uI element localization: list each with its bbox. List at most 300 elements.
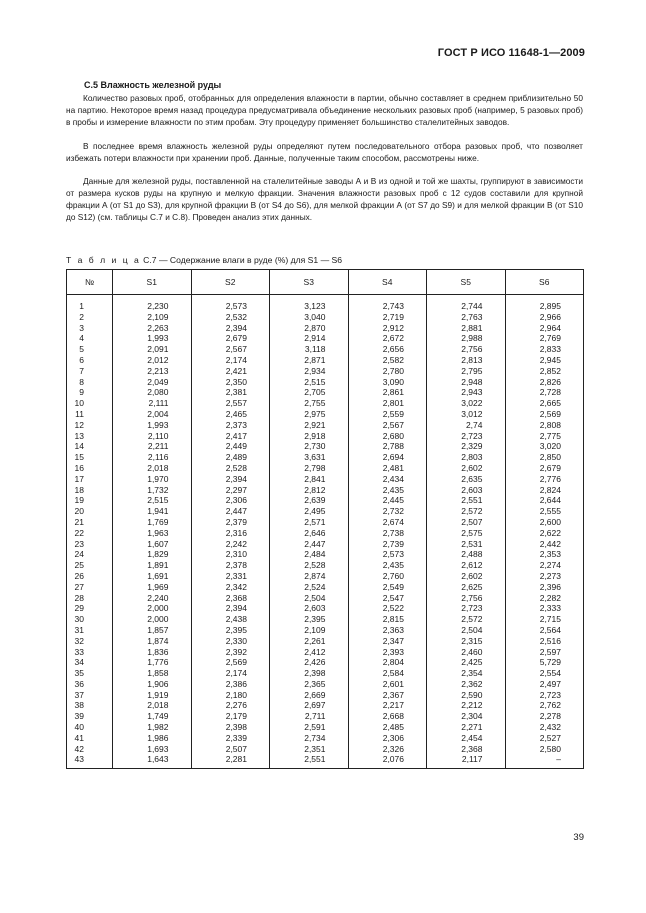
table-caption-text: С.7 — Содержание влаги в руде (%) для S1 — S6 — [140, 255, 343, 265]
value-cell: 2,261 — [270, 636, 349, 647]
row-number-cell: 39 — [67, 711, 113, 722]
row-number-cell: 3 — [67, 323, 113, 334]
value-cell: 2,567 — [348, 420, 427, 431]
value-cell: 2,217 — [348, 700, 427, 711]
value-cell: 2,489 — [191, 452, 270, 463]
value-cell: 2,622 — [505, 528, 584, 539]
value-cell: 2,316 — [191, 528, 270, 539]
value-cell: 1,891 — [113, 560, 192, 571]
value-cell: 2,591 — [270, 722, 349, 733]
header-cell-s5: S5 — [427, 270, 506, 295]
value-cell: 2,392 — [191, 647, 270, 658]
page-number: 39 — [573, 832, 584, 843]
value-cell: 2,347 — [348, 636, 427, 647]
value-cell: 2,572 — [427, 506, 506, 517]
table-row — [67, 528, 584, 539]
value-cell: 2,421 — [191, 366, 270, 377]
row-number-cell: 31 — [67, 625, 113, 636]
value-cell: 2,310 — [191, 549, 270, 560]
value-cell: 3,040 — [270, 312, 349, 323]
value-cell: 2,739 — [348, 539, 427, 550]
table-row — [67, 431, 584, 442]
value-cell: 2,465 — [191, 409, 270, 420]
table-row — [67, 711, 584, 722]
value-cell: 1,970 — [113, 474, 192, 485]
value-cell: 1,749 — [113, 711, 192, 722]
row-number-cell: 8 — [67, 377, 113, 388]
table-row — [67, 295, 584, 312]
table-row — [67, 452, 584, 463]
table-row — [67, 485, 584, 496]
value-cell: 2,333 — [505, 603, 584, 614]
value-cell: 2,600 — [505, 517, 584, 528]
value-cell: 2,331 — [191, 571, 270, 582]
value-cell: 2,559 — [348, 409, 427, 420]
value-cell: 2,460 — [427, 647, 506, 658]
value-cell: 2,395 — [270, 614, 349, 625]
value-cell: 2,212 — [427, 700, 506, 711]
value-cell: 2,080 — [113, 387, 192, 398]
table-row — [67, 614, 584, 625]
value-cell: 2,230 — [113, 295, 192, 312]
paragraph-2 — [66, 140, 583, 164]
value-cell: 2,353 — [505, 549, 584, 560]
row-number-cell: 34 — [67, 657, 113, 668]
value-cell: 2,495 — [270, 506, 349, 517]
value-cell: 2,315 — [427, 636, 506, 647]
table-row — [67, 355, 584, 366]
value-cell: 2,049 — [113, 377, 192, 388]
table-row — [67, 733, 584, 744]
row-number-cell: 12 — [67, 420, 113, 431]
value-cell: 2,342 — [191, 582, 270, 593]
value-cell: 1,857 — [113, 625, 192, 636]
table-row — [67, 409, 584, 420]
value-cell: 2,914 — [270, 333, 349, 344]
value-cell: 2,646 — [270, 528, 349, 539]
table-row — [67, 312, 584, 323]
value-cell: 2,728 — [505, 387, 584, 398]
value-cell: 1,874 — [113, 636, 192, 647]
value-cell: 2,373 — [191, 420, 270, 431]
value-cell: 2,575 — [427, 528, 506, 539]
value-cell: 2,711 — [270, 711, 349, 722]
value-cell: 2,179 — [191, 711, 270, 722]
table-row — [67, 754, 584, 768]
table-row — [67, 474, 584, 485]
value-cell: 2,532 — [191, 312, 270, 323]
row-number-cell: 38 — [67, 700, 113, 711]
value-cell: 2,271 — [427, 722, 506, 733]
document-header: ГОСТ Р ИСО 11648-1—2009 — [437, 47, 585, 59]
table-row — [67, 647, 584, 658]
value-cell: 2,554 — [505, 668, 584, 679]
value-cell: 1,993 — [113, 333, 192, 344]
value-cell: 1,836 — [113, 647, 192, 658]
value-cell: 2,263 — [113, 323, 192, 334]
value-cell: 2,602 — [427, 571, 506, 582]
value-cell: – — [505, 754, 584, 768]
value-cell: 2,763 — [427, 312, 506, 323]
value-cell: 2,454 — [427, 733, 506, 744]
row-number-cell: 29 — [67, 603, 113, 614]
value-cell: 2,744 — [427, 295, 506, 312]
value-cell: 2,488 — [427, 549, 506, 560]
value-cell: 2,795 — [427, 366, 506, 377]
paragraph-1-text: Количество разовых проб, отобранных для определения влажности в партии, обычно составляет в среднем приблизительно 50 на партию. Некоторое время назад процедура предусматривала объединение нескольких разовых проб (например, 5 разовых проб) в пробы и измерение влажности по этим пробам. Эту процедуру применяет большинство сталелитейных заводов. — [66, 93, 583, 127]
value-cell: 2,668 — [348, 711, 427, 722]
row-number-cell: 9 — [67, 387, 113, 398]
value-cell: 1,906 — [113, 679, 192, 690]
value-cell: 2,557 — [191, 398, 270, 409]
value-cell: 2,798 — [270, 463, 349, 474]
value-cell: 3,123 — [270, 295, 349, 312]
value-cell: 2,326 — [348, 744, 427, 755]
value-cell: 2,573 — [191, 295, 270, 312]
value-cell: 2,674 — [348, 517, 427, 528]
value-cell: 2,895 — [505, 295, 584, 312]
value-cell: 2,109 — [113, 312, 192, 323]
value-cell: 2,833 — [505, 344, 584, 355]
value-cell: 2,870 — [270, 323, 349, 334]
value-cell: 2,756 — [427, 344, 506, 355]
value-cell: 2,635 — [427, 474, 506, 485]
value-cell: 2,762 — [505, 700, 584, 711]
value-cell: 2,861 — [348, 387, 427, 398]
value-cell: 2,551 — [427, 495, 506, 506]
value-cell: 2,306 — [191, 495, 270, 506]
value-cell: 2,330 — [191, 636, 270, 647]
value-cell: 2,824 — [505, 485, 584, 496]
value-cell: 2,934 — [270, 366, 349, 377]
table-row — [67, 323, 584, 334]
value-cell: 2,381 — [191, 387, 270, 398]
row-number-cell: 15 — [67, 452, 113, 463]
value-cell: 2,018 — [113, 700, 192, 711]
value-cell: 2,665 — [505, 398, 584, 409]
row-number-cell: 42 — [67, 744, 113, 755]
value-cell: 2,625 — [427, 582, 506, 593]
row-number-cell: 19 — [67, 495, 113, 506]
table-row — [67, 582, 584, 593]
paragraph-3 — [66, 175, 583, 223]
row-number-cell: 22 — [67, 528, 113, 539]
value-cell: 2,723 — [505, 690, 584, 701]
value-cell: 2,354 — [427, 668, 506, 679]
table-caption — [66, 255, 342, 265]
row-number-cell: 35 — [67, 668, 113, 679]
row-number-cell: 7 — [67, 366, 113, 377]
value-cell: 1,969 — [113, 582, 192, 593]
value-cell: 2,590 — [427, 690, 506, 701]
value-cell: 2,567 — [191, 344, 270, 355]
value-cell: 2,368 — [427, 744, 506, 755]
row-number-cell: 40 — [67, 722, 113, 733]
value-cell: 2,801 — [348, 398, 427, 409]
value-cell: 2,697 — [270, 700, 349, 711]
paragraph-1 — [66, 92, 583, 128]
table-row — [67, 603, 584, 614]
value-cell: 2,442 — [505, 539, 584, 550]
row-number-cell: 25 — [67, 560, 113, 571]
table-row — [67, 722, 584, 733]
value-cell: 2,603 — [270, 603, 349, 614]
row-number-cell: 41 — [67, 733, 113, 744]
value-cell: 1,963 — [113, 528, 192, 539]
value-cell: 2,549 — [348, 582, 427, 593]
table-row — [67, 333, 584, 344]
value-cell: 2,417 — [191, 431, 270, 442]
row-number-cell: 43 — [67, 754, 113, 768]
value-cell: 2,394 — [191, 603, 270, 614]
value-cell: 2,656 — [348, 344, 427, 355]
value-cell: 2,432 — [505, 722, 584, 733]
moisture-table — [66, 269, 584, 769]
value-cell: 2,365 — [270, 679, 349, 690]
table-caption-label: Т а б л и ц а — [66, 255, 141, 265]
value-cell: 2,522 — [348, 603, 427, 614]
value-cell: 2,434 — [348, 474, 427, 485]
header-cell-s6: S6 — [505, 270, 584, 295]
value-cell: 2,74 — [427, 420, 506, 431]
value-cell: 2,396 — [505, 582, 584, 593]
value-cell: 2,000 — [113, 603, 192, 614]
value-cell: 2,515 — [270, 377, 349, 388]
value-cell: 2,504 — [427, 625, 506, 636]
value-cell: 2,524 — [270, 582, 349, 593]
value-cell: 2,174 — [191, 355, 270, 366]
value-cell: 2,528 — [270, 560, 349, 571]
value-cell: 2,734 — [270, 733, 349, 744]
value-cell: 2,367 — [348, 690, 427, 701]
table-row — [67, 668, 584, 679]
value-cell: 2,516 — [505, 636, 584, 647]
row-number-cell: 21 — [67, 517, 113, 528]
value-cell: 2,281 — [191, 754, 270, 768]
value-cell: 1,982 — [113, 722, 192, 733]
value-cell: 2,775 — [505, 431, 584, 442]
row-number-cell: 33 — [67, 647, 113, 658]
value-cell: 2,076 — [348, 754, 427, 768]
value-cell: 2,776 — [505, 474, 584, 485]
row-number-cell: 6 — [67, 355, 113, 366]
value-cell: 2,988 — [427, 333, 506, 344]
value-cell: 1,986 — [113, 733, 192, 744]
value-cell: 2,602 — [427, 463, 506, 474]
value-cell: 2,435 — [348, 485, 427, 496]
value-cell: 2,278 — [505, 711, 584, 722]
header-cell-s1: S1 — [113, 270, 192, 295]
value-cell: 2,572 — [427, 614, 506, 625]
table-row — [67, 571, 584, 582]
value-cell: 2,304 — [427, 711, 506, 722]
value-cell: 2,730 — [270, 441, 349, 452]
row-number-cell: 20 — [67, 506, 113, 517]
value-cell: 2,213 — [113, 366, 192, 377]
table-row — [67, 636, 584, 647]
value-cell: 2,732 — [348, 506, 427, 517]
value-cell: 5,729 — [505, 657, 584, 668]
value-cell: 2,912 — [348, 323, 427, 334]
value-cell: 1,993 — [113, 420, 192, 431]
value-cell: 2,018 — [113, 463, 192, 474]
value-cell: 2,447 — [270, 539, 349, 550]
value-cell: 2,507 — [427, 517, 506, 528]
row-number-cell: 24 — [67, 549, 113, 560]
value-cell: 2,515 — [113, 495, 192, 506]
row-number-cell: 18 — [67, 485, 113, 496]
value-cell: 2,438 — [191, 614, 270, 625]
value-cell: 2,756 — [427, 593, 506, 604]
row-number-cell: 36 — [67, 679, 113, 690]
value-cell: 2,398 — [270, 668, 349, 679]
value-cell: 1,941 — [113, 506, 192, 517]
value-cell: 2,394 — [191, 323, 270, 334]
value-cell: 2,788 — [348, 441, 427, 452]
value-cell: 2,449 — [191, 441, 270, 452]
value-cell: 3,022 — [427, 398, 506, 409]
value-cell: 1,919 — [113, 690, 192, 701]
value-cell: 2,306 — [348, 733, 427, 744]
value-cell: 2,547 — [348, 593, 427, 604]
value-cell: 2,723 — [427, 603, 506, 614]
row-number-cell: 27 — [67, 582, 113, 593]
row-number-cell: 17 — [67, 474, 113, 485]
value-cell: 2,571 — [270, 517, 349, 528]
row-number-cell: 2 — [67, 312, 113, 323]
table-body — [67, 295, 584, 769]
value-cell: 2,110 — [113, 431, 192, 442]
header-cell-number: № — [67, 270, 113, 295]
value-cell: 2,447 — [191, 506, 270, 517]
table-row — [67, 441, 584, 452]
paragraph-2-text: В последнее время влажность железной руды определяют путем последовательного отбора разовых проб, что позволяет избежать потери влажности при хранении проб. Данные, полученные таким способом, рассмотрены ниже. — [66, 141, 583, 163]
value-cell: 2,363 — [348, 625, 427, 636]
value-cell: 2,378 — [191, 560, 270, 571]
value-cell: 2,211 — [113, 441, 192, 452]
table-row — [67, 463, 584, 474]
value-cell: 2,694 — [348, 452, 427, 463]
row-number-cell: 11 — [67, 409, 113, 420]
value-cell: 2,874 — [270, 571, 349, 582]
table-row — [67, 517, 584, 528]
value-cell: 2,111 — [113, 398, 192, 409]
value-cell: 2,804 — [348, 657, 427, 668]
value-cell: 2,507 — [191, 744, 270, 755]
value-cell: 2,738 — [348, 528, 427, 539]
row-number-cell: 1 — [67, 295, 113, 312]
value-cell: 2,679 — [505, 463, 584, 474]
value-cell: 2,564 — [505, 625, 584, 636]
value-cell: 2,394 — [191, 474, 270, 485]
table-row — [67, 700, 584, 711]
table-row — [67, 657, 584, 668]
table-row — [67, 679, 584, 690]
row-number-cell: 14 — [67, 441, 113, 452]
value-cell: 1,858 — [113, 668, 192, 679]
value-cell: 2,705 — [270, 387, 349, 398]
header-cell-s2: S2 — [191, 270, 270, 295]
row-number-cell: 26 — [67, 571, 113, 582]
value-cell: 2,780 — [348, 366, 427, 377]
value-cell: 2,580 — [505, 744, 584, 755]
value-cell: 2,573 — [348, 549, 427, 560]
table-row — [67, 377, 584, 388]
value-cell: 2,350 — [191, 377, 270, 388]
value-cell: 1,691 — [113, 571, 192, 582]
value-cell: 3,020 — [505, 441, 584, 452]
value-cell: 2,808 — [505, 420, 584, 431]
value-cell: 2,852 — [505, 366, 584, 377]
value-cell: 2,282 — [505, 593, 584, 604]
value-cell: 2,274 — [505, 560, 584, 571]
value-cell: 2,680 — [348, 431, 427, 442]
value-cell: 2,426 — [270, 657, 349, 668]
value-cell: 2,715 — [505, 614, 584, 625]
row-number-cell: 28 — [67, 593, 113, 604]
value-cell: 2,276 — [191, 700, 270, 711]
value-cell: 2,393 — [348, 647, 427, 658]
value-cell: 2,743 — [348, 295, 427, 312]
value-cell: 2,425 — [427, 657, 506, 668]
value-cell: 2,582 — [348, 355, 427, 366]
value-cell: 2,669 — [270, 690, 349, 701]
table-row — [67, 560, 584, 571]
value-cell: 2,368 — [191, 593, 270, 604]
value-cell: 3,631 — [270, 452, 349, 463]
value-cell: 2,551 — [270, 754, 349, 768]
value-cell: 2,921 — [270, 420, 349, 431]
value-cell: 2,672 — [348, 333, 427, 344]
row-number-cell: 37 — [67, 690, 113, 701]
value-cell: 2,527 — [505, 733, 584, 744]
value-cell: 2,435 — [348, 560, 427, 571]
value-cell: 2,612 — [427, 560, 506, 571]
value-cell: 2,555 — [505, 506, 584, 517]
value-cell: 2,812 — [270, 485, 349, 496]
value-cell: 2,497 — [505, 679, 584, 690]
row-number-cell: 10 — [67, 398, 113, 409]
section-title: С.5 Влажность железной руды — [84, 80, 222, 90]
value-cell: 2,815 — [348, 614, 427, 625]
value-cell: 2,871 — [270, 355, 349, 366]
value-cell: 2,240 — [113, 593, 192, 604]
value-cell: 2,918 — [270, 431, 349, 442]
header-cell-s4: S4 — [348, 270, 427, 295]
table-row — [67, 506, 584, 517]
value-cell: 2,719 — [348, 312, 427, 323]
table-row — [67, 344, 584, 355]
value-cell: 2,569 — [191, 657, 270, 668]
row-number-cell: 30 — [67, 614, 113, 625]
row-number-cell: 32 — [67, 636, 113, 647]
table-row — [67, 549, 584, 560]
row-number-cell: 4 — [67, 333, 113, 344]
value-cell: 2,948 — [427, 377, 506, 388]
value-cell: 2,386 — [191, 679, 270, 690]
value-cell: 2,109 — [270, 625, 349, 636]
value-cell: 3,090 — [348, 377, 427, 388]
value-cell: 2,273 — [505, 571, 584, 582]
value-cell: 2,395 — [191, 625, 270, 636]
row-number-cell: 5 — [67, 344, 113, 355]
value-cell: 2,012 — [113, 355, 192, 366]
table-row — [67, 387, 584, 398]
value-cell: 2,445 — [348, 495, 427, 506]
value-cell: 2,000 — [113, 614, 192, 625]
row-number-cell: 13 — [67, 431, 113, 442]
value-cell: 2,760 — [348, 571, 427, 582]
